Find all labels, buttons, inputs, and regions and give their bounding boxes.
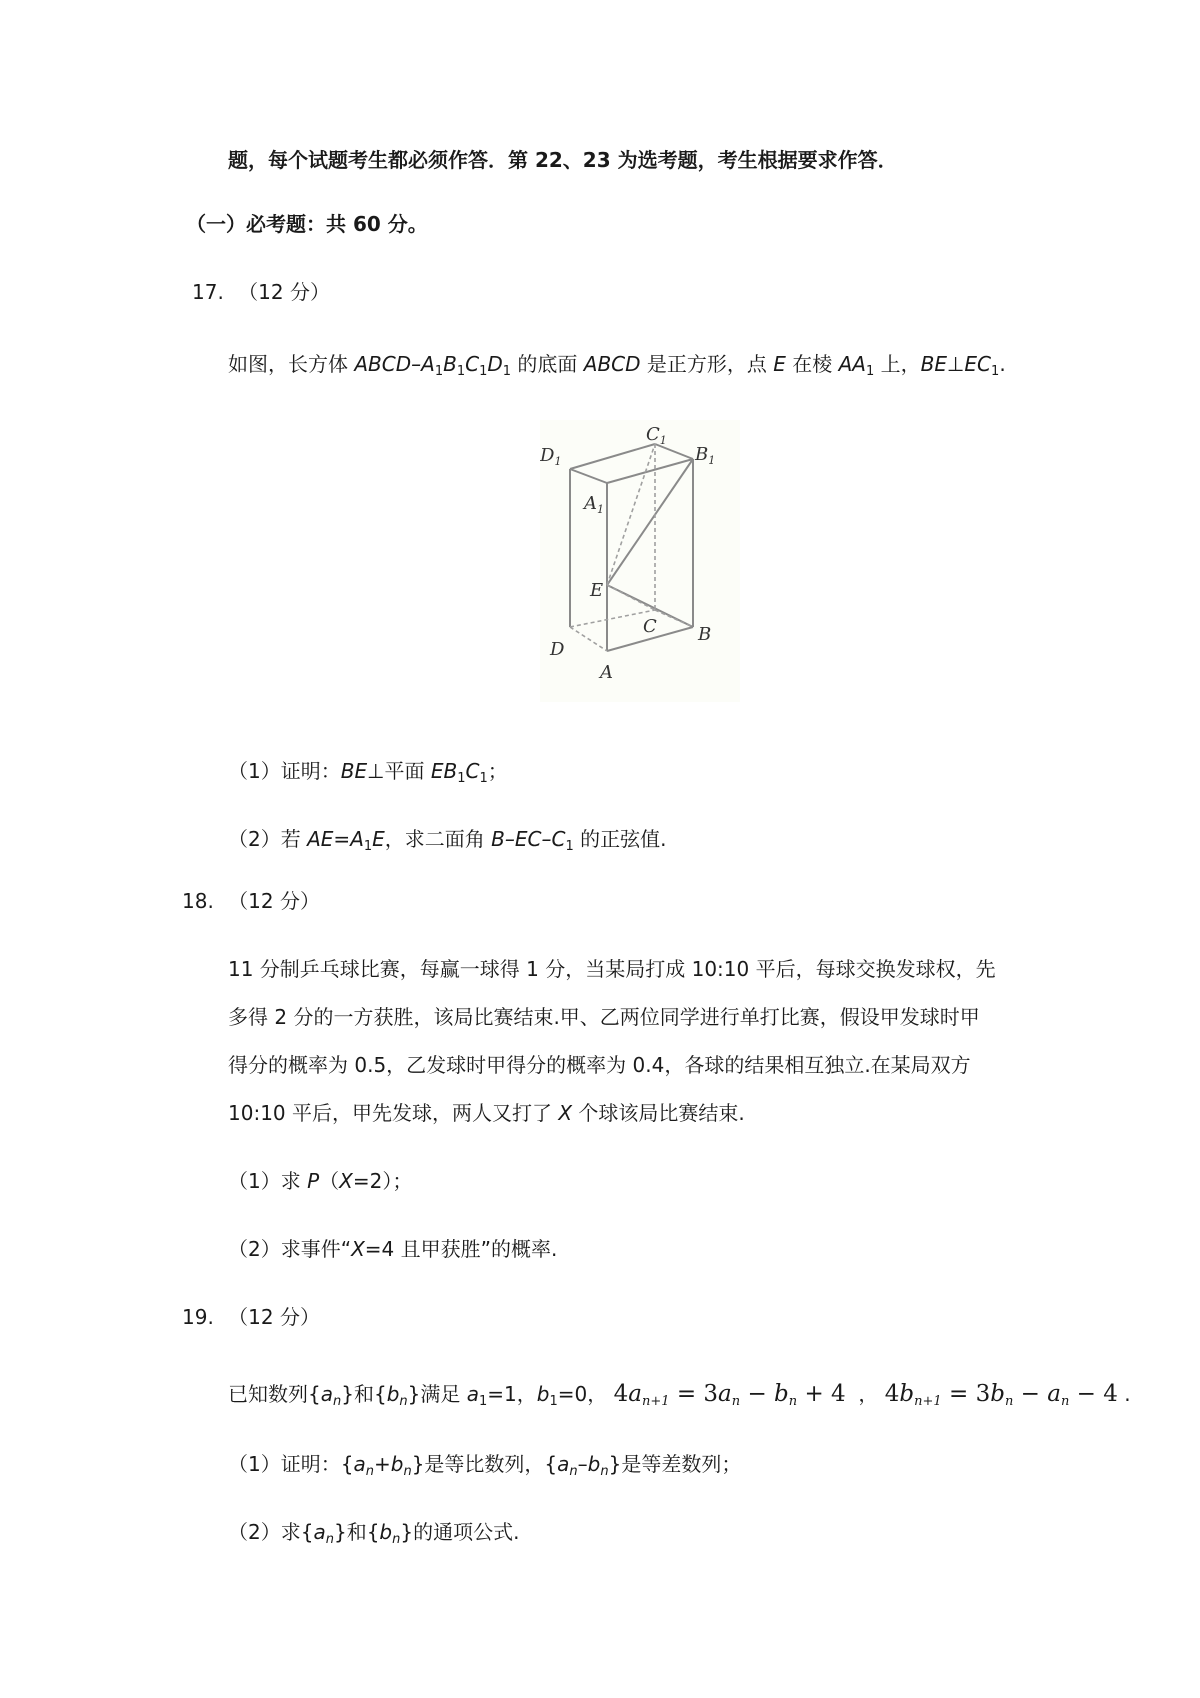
q18-part2: （2）求事件“X=4 且甲获胜”的概率.	[228, 1237, 558, 1261]
label-C1: $C_1$	[646, 424, 667, 447]
q19-header	[182, 1303, 320, 1331]
label-B: B	[698, 624, 712, 645]
q19-part1: （1）证明：$\{a_n+b_n\}$是等比数列，$\{a_n-b_n\}$是等差数列；	[228, 1452, 742, 1479]
label-B1: $B_1$	[695, 444, 716, 467]
q18-score: （12 分）	[228, 889, 320, 913]
q17-score: （12 分）	[238, 280, 330, 304]
recurrence-b: $4b_{n+1} = 3b_n - a_n - 4$	[884, 1381, 1118, 1409]
label-D: D	[550, 639, 565, 660]
q18-line-4: 10:10 平后，甲先发球，两人又打了 X 个球该局比赛结束.	[228, 1101, 745, 1125]
label-C: C	[643, 616, 657, 637]
q17-stem: 如图，长方体 ABCD–$A_1B_1C_1D_1$ 的底面 ABCD 是正方形，点 E 在棱 $AA_1$ 上，$BE\perp EC_1$.	[228, 352, 1006, 379]
q18-line-1: 11 分制乒乓球比赛，每赢一球得 1 分，当某局打成 10:10 平后，每球交换发球权，先	[228, 957, 996, 981]
label-E: E	[590, 580, 604, 601]
section-heading: （一）必考题：共 60 分。	[186, 212, 428, 236]
q18-number: 18.	[182, 889, 214, 913]
q18-header	[182, 887, 320, 915]
q17-header	[192, 278, 330, 306]
q18-line-2: 多得 2 分的一方获胜，该局比赛结束.甲、乙两位同学进行单打比赛，假设甲发球时甲	[228, 1005, 980, 1029]
q19-score: （12 分）	[228, 1305, 320, 1329]
recurrence-a: $4a_{n+1} = 3a_n - b_n + 4$	[613, 1381, 846, 1409]
label-D1: $D_1$	[540, 445, 562, 468]
q17-part1: （1）证明：BE⊥平面 $EB_1C_1$；	[228, 759, 508, 786]
q17-number: 17.	[192, 280, 224, 304]
q19-number: 19.	[182, 1305, 214, 1329]
q19-part2: （2）求$\{a_n\}$和$\{b_n\}$的通项公式.	[228, 1520, 520, 1547]
q17-part2: （2）若 $AE=A_1E$，求二面角 $B-EC-C_1$ 的正弦值.	[228, 827, 667, 854]
q18-line-3: 得分的概率为 0.5，乙发球时甲得分的概率为 0.4，各球的结果相互独立.在某局双方	[228, 1053, 971, 1077]
intro-line: 题，每个试题考生都必须作答．第 22、23 为选考题，考生根据要求作答．	[228, 148, 898, 172]
q19-stem: 已知数列$\{a_n\}$和$\{b_n\}$满足 $a_1=1$，$b_1=0$， $4a_{n+1} = 3a_n - b_n + 4$ ， $4b_{n+1} = 3b_n - a_n - 4$ .	[228, 1381, 1131, 1409]
prism-figure	[540, 420, 740, 702]
label-A1: $A_1$	[584, 493, 604, 516]
q18-part1: （1）求 P（X=2）；	[228, 1169, 413, 1193]
label-A: A	[600, 662, 613, 683]
